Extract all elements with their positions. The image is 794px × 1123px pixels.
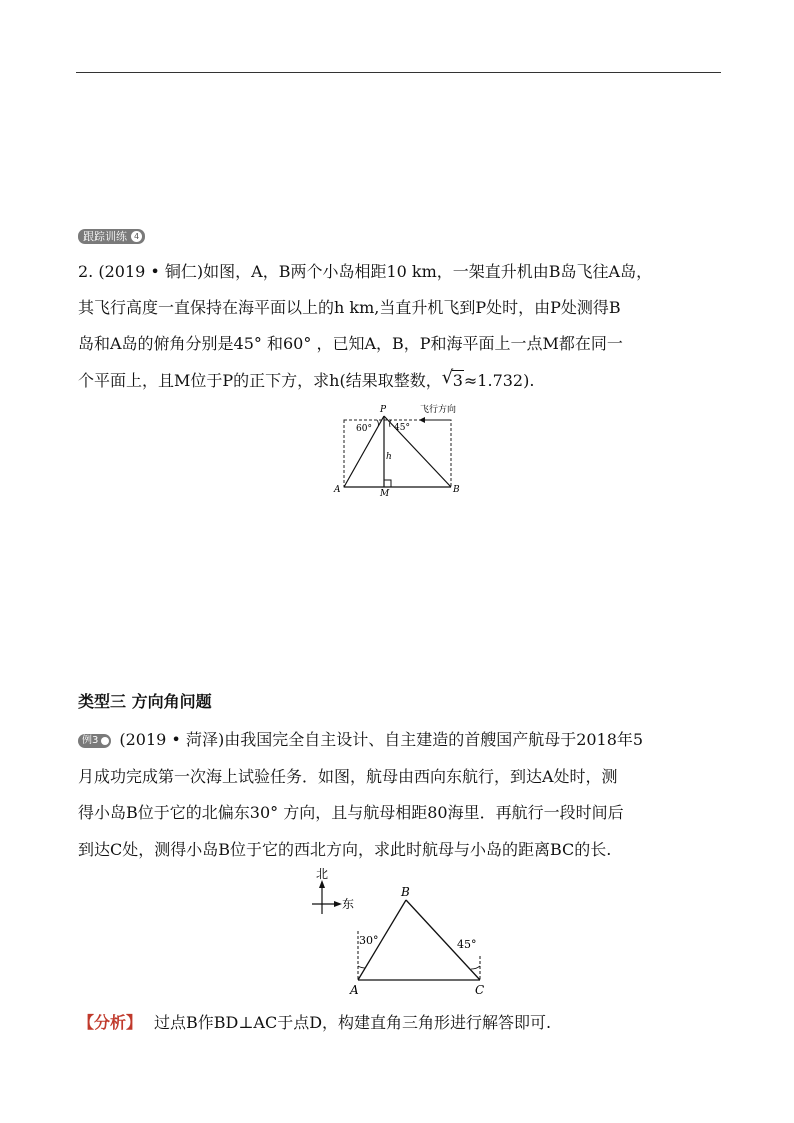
problem2-line4-text: 个平面上，且M位于P的正下方，求h(结果取整数，: [78, 371, 442, 390]
follow-up-training-badge: [78, 229, 145, 244]
angle-arc-a: [358, 966, 365, 968]
label-c: C: [475, 983, 485, 997]
arrow-head: [419, 417, 425, 423]
angle-arc-left: [377, 420, 378, 427]
label-m: M: [380, 489, 390, 498]
label-b: B: [401, 885, 410, 899]
north-arrow-icon: [319, 880, 325, 888]
label-a: A: [334, 485, 341, 495]
example3-line1-text: (2019 • 菏泽)由我国完全自主设计、自主建造的首艘国产航母于2018年5: [119, 730, 644, 749]
label-north: 北: [316, 867, 329, 881]
label-angle-45: 45°: [457, 938, 477, 951]
badge-number: 4: [131, 231, 142, 242]
sqrt-expression: √ 3: [441, 367, 463, 390]
section-heading: 类型三 方向角问题: [78, 692, 212, 711]
angle-arc-c: [471, 966, 480, 969]
label-direction: 飞行方向: [420, 405, 457, 415]
label-angle-60: 60°: [356, 424, 372, 434]
example3-line3: 得小岛B位于它的北偏东30° 方向，且与航母相距80海里．再航行一段时间后: [78, 803, 624, 822]
helicopter-figure: [325, 400, 470, 498]
analysis-line: [78, 1013, 551, 1033]
carrier-figure: [305, 866, 505, 1000]
problem2-line4: [78, 367, 535, 391]
example3-line1: [78, 730, 643, 750]
label-a: A: [350, 983, 359, 997]
example3-line2: 月成功完成第一次海上试验任务．如图，航母由西向东航行，到达A处时，测: [78, 767, 618, 786]
right-angle-mark: [384, 480, 391, 487]
analysis-text: 过点B作BD⊥AC于点D，构建直角三角形进行解答即可.: [154, 1013, 552, 1032]
header-rule: [76, 72, 721, 73]
example-badge-label: 例3: [82, 735, 99, 746]
problem2-line1: 2. (2019 • 铜仁)如图，A，B两个小岛相距10 km，一架直升机由B岛飞往A岛，: [78, 262, 653, 281]
label-p: P: [380, 405, 387, 415]
example3-line4: 到达C处，测得小岛B位于它的西北方向，求此时航母与小岛的距离BC的长.: [78, 840, 612, 859]
problem2-line2: 其飞行高度一直保持在海平面以上的h km,当直升机飞到P处时，由P处测得B: [78, 298, 621, 317]
label-h: h: [386, 452, 392, 462]
example-badge: [78, 734, 111, 748]
east-arrow-icon: [334, 901, 342, 907]
problem2-line3: 岛和A岛的俯角分别是45° 和60° ，已知A，B，P和海平面上一点M都在同一: [78, 334, 623, 353]
sqrt-radicand: 3: [452, 371, 463, 390]
analysis-tag: 【分析】: [78, 1013, 143, 1032]
label-b: B: [453, 485, 460, 495]
label-angle-30: 30°: [359, 934, 379, 947]
label-angle-45: 45°: [394, 423, 410, 433]
label-east: 东: [342, 897, 355, 911]
badge-label: 跟踪训练: [83, 230, 127, 243]
example-badge-dot: [101, 737, 109, 745]
problem2-line4-end: ≈1.732).: [463, 371, 535, 390]
